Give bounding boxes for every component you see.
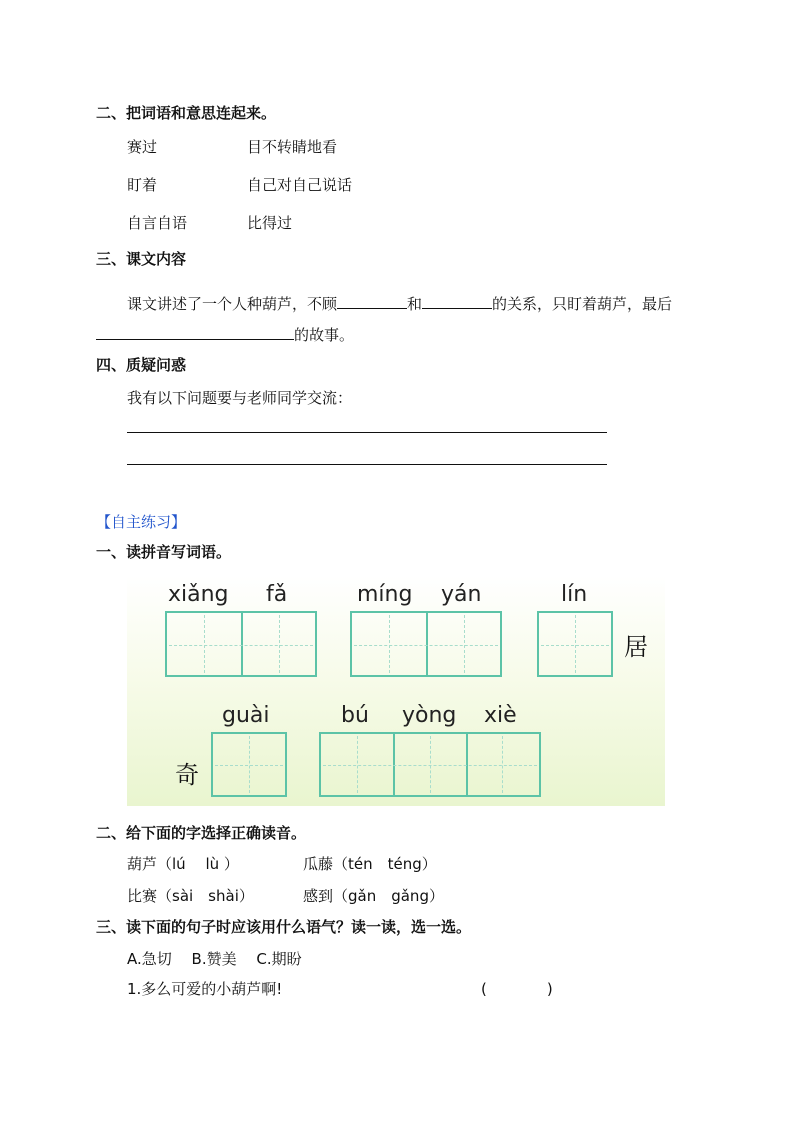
word-left-2: 盯着 bbox=[127, 176, 158, 194]
practice-q1-heading: 一、读拼音写词语。 bbox=[96, 543, 232, 561]
content-text-c: 的关系，只盯着葫芦，最后 bbox=[492, 295, 673, 313]
content-sentence-line-1 bbox=[127, 292, 672, 314]
section-3-heading: 三、课文内容 bbox=[96, 250, 187, 268]
answer-line-2[interactable] bbox=[127, 464, 607, 465]
word-left-3: 自言自语 bbox=[127, 214, 188, 232]
meaning-right-2: 自己对自己说话 bbox=[247, 176, 353, 194]
practice-title: 【自主练习】 bbox=[96, 513, 187, 531]
writing-box-buyongxie[interactable] bbox=[319, 732, 541, 797]
reading-choice-2[interactable]: 瓜藤（tén téng） bbox=[303, 855, 437, 873]
pinyin-xie: xiè bbox=[484, 703, 517, 728]
content-sentence-line-2 bbox=[96, 323, 354, 345]
pinyin-ming: míng bbox=[357, 582, 413, 607]
tone-options: A.急切 B.赞美 C.期盼 bbox=[127, 950, 302, 968]
writing-box-guai[interactable] bbox=[211, 732, 287, 797]
pinyin-yan: yán bbox=[441, 582, 482, 607]
writing-box-mingyan[interactable] bbox=[350, 611, 502, 677]
pinyin-xiang: xiǎng bbox=[168, 582, 229, 607]
content-text-b: 和 bbox=[407, 295, 423, 313]
fill-blank-2[interactable] bbox=[422, 292, 492, 309]
content-text-a: 课文讲述了一个人种葫芦，不顾 bbox=[127, 295, 338, 313]
reading-choice-1[interactable]: 葫芦（lú lù ） bbox=[127, 855, 239, 873]
pinyin-fa: fǎ bbox=[266, 582, 288, 607]
fill-blank-1[interactable] bbox=[337, 292, 407, 309]
answer-line-1[interactable] bbox=[127, 432, 607, 433]
sentence-item-1: 1.多么可爱的小葫芦啊! bbox=[127, 980, 283, 998]
section-2-heading: 二、把词语和意思连起来。 bbox=[96, 104, 277, 122]
meaning-right-3: 比得过 bbox=[247, 214, 293, 232]
pinyin-lin: lín bbox=[561, 582, 588, 607]
practice-q2-heading: 二、给下面的字选择正确读音。 bbox=[96, 824, 307, 842]
writing-box-lin[interactable] bbox=[537, 611, 613, 677]
answer-parentheses-1[interactable]: ( ) bbox=[481, 980, 553, 998]
pinyin-yong: yòng bbox=[402, 703, 457, 728]
writing-box-xiangfa[interactable] bbox=[165, 611, 317, 677]
given-char-qi: 奇 bbox=[175, 761, 199, 789]
section-4-heading: 四、质疑问惑 bbox=[96, 356, 187, 374]
reading-choice-4[interactable]: 感到（gǎn gǎng） bbox=[303, 887, 444, 905]
practice-q3-heading: 三、读下面的句子时应该用什么语气？读一读，选一选。 bbox=[96, 918, 472, 936]
question-prompt: 我有以下问题要与老师同学交流： bbox=[127, 389, 353, 407]
meaning-right-1: 目不转睛地看 bbox=[247, 138, 338, 156]
pinyin-guai: guài bbox=[222, 703, 270, 728]
fill-blank-3[interactable] bbox=[96, 323, 294, 340]
given-char-ju: 居 bbox=[624, 633, 648, 661]
word-left-1: 赛过 bbox=[127, 138, 158, 156]
reading-choice-3[interactable]: 比赛（sài shài） bbox=[127, 887, 254, 905]
pinyin-bu: bú bbox=[341, 703, 369, 728]
content-text-d: 的故事。 bbox=[294, 326, 355, 344]
